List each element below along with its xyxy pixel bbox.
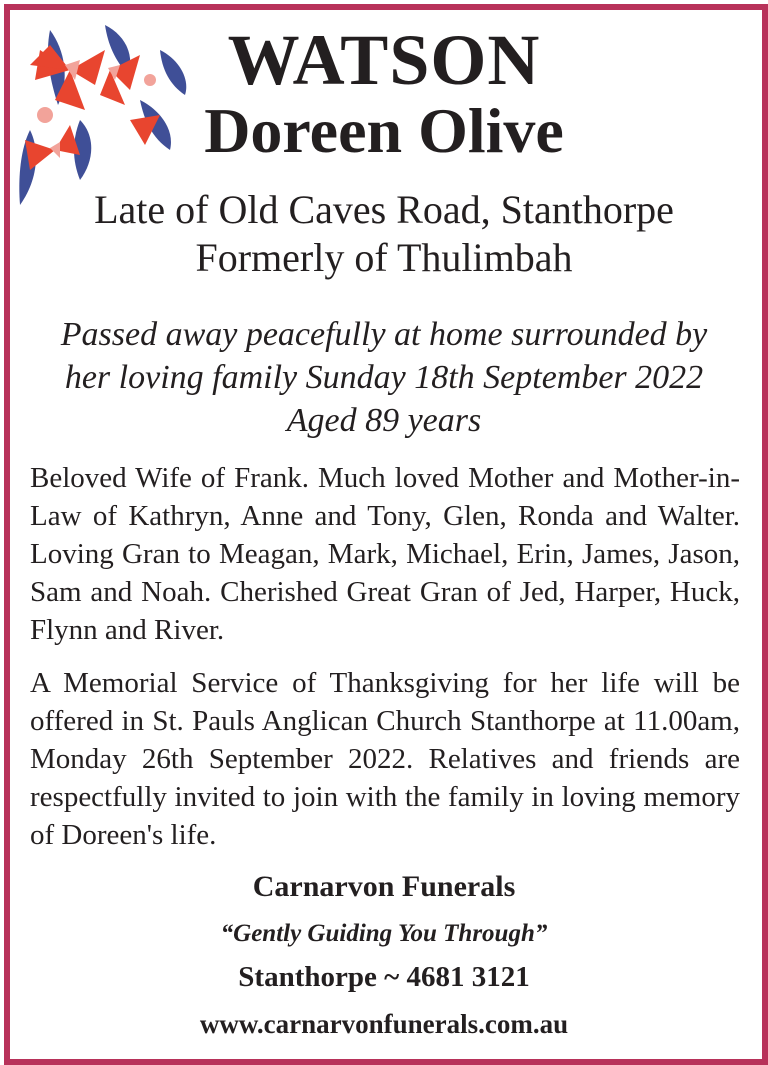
address-line: Late of Old Caves Road, Stanthorpe [94, 187, 674, 232]
funeral-director-name: Carnarvon Funerals [252, 870, 516, 903]
address-block [0, 186, 768, 282]
funeral-director-website: www.carnarvonfunerals.com.au [199, 1009, 569, 1039]
passing-line: Aged 89 years [286, 402, 482, 439]
funeral-director-tagline: “Gently Guiding You Through” [220, 920, 548, 947]
service-paragraph: A Memorial Service of Thanksgiving for her life will be offered in St. Pauls Anglican Church Stanthorpe at 11.00am, Monday 26th September 2022. Relatives and friends are respectfully invited to join with the family in loving memory of Doreen's life. [30, 667, 740, 851]
passing-line: her loving family Sunday 18th September 2022 [64, 359, 704, 396]
surname: WATSON [227, 20, 541, 100]
passing-line: Passed away peacefully at home surrounded by [60, 316, 708, 353]
passing-details [0, 313, 768, 442]
address-line: Formerly of Thulimbah [195, 235, 573, 280]
family-paragraph: Beloved Wife of Frank. Much loved Mother and Mother-in-Law of Kathryn, Anne and Tony, Glen, Ronda and Walter. Loving Gran to Meagan, Mark, Michael, Erin, James, Jason, Sam and Noah. Cherished Great Gran of Jed, Harper, Huck, Flynn and River. [30, 462, 740, 646]
given-names: Doreen Olive [204, 95, 564, 166]
funeral-director-phone: Stanthorpe ~ 4681 3121 [238, 961, 530, 993]
